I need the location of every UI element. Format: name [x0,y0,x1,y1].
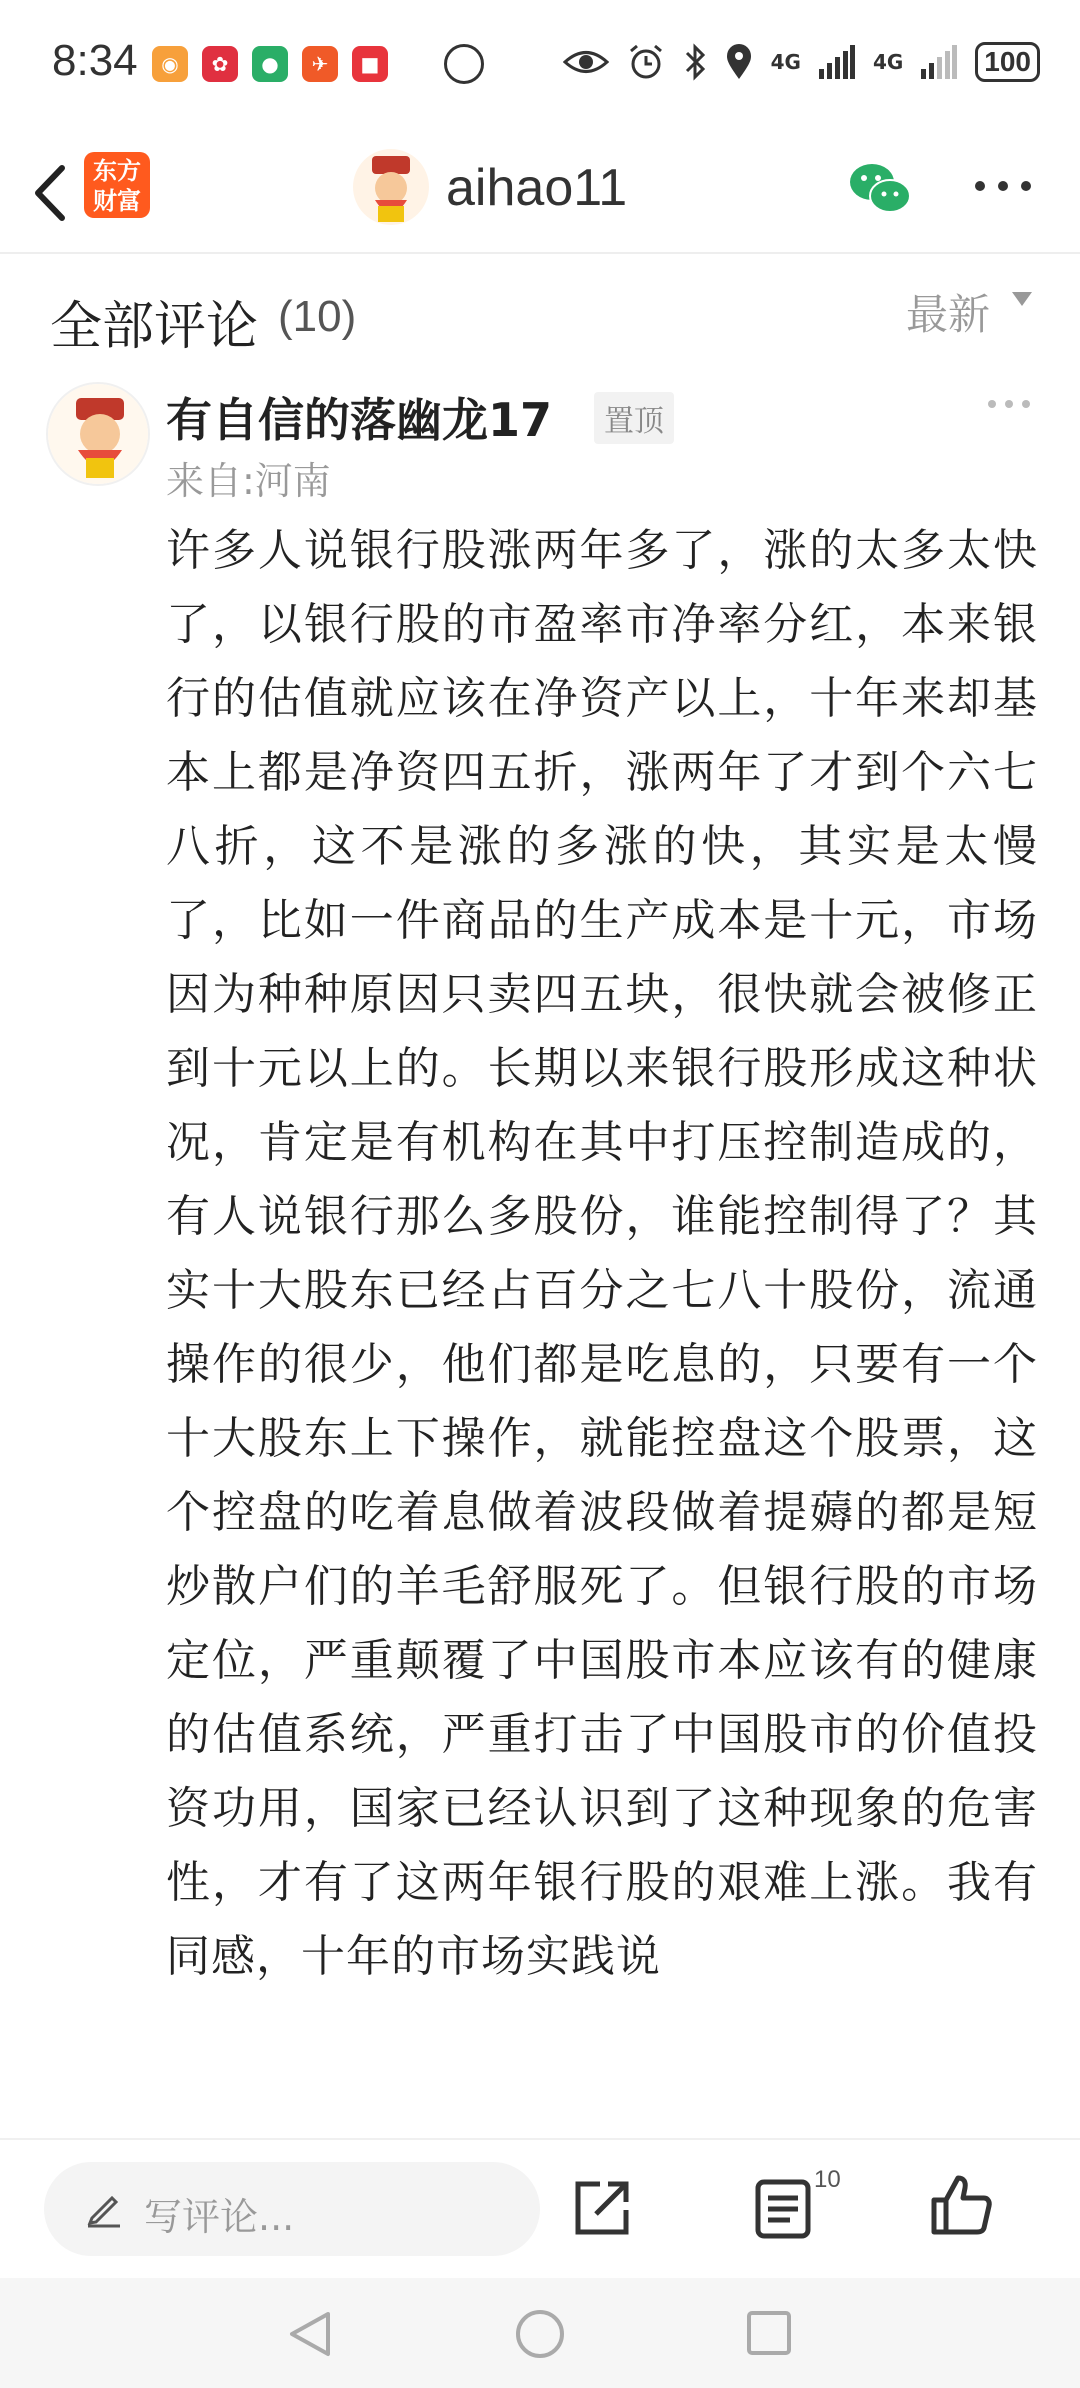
brand-logo-text: 东方财富 [93,157,141,215]
comment-avatar[interactable] [46,382,150,486]
system-navigation-bar [0,2278,1080,2388]
browser-icon: ◉ [152,46,188,82]
signal-1-label: 4G [770,50,801,74]
signal-bars-1-icon [819,45,855,79]
bluetooth-icon [683,43,707,81]
eye-icon [563,47,609,77]
status-right [563,42,1040,82]
comments-count: (10) [278,292,357,341]
top-navigation [0,130,1080,254]
comment-location: 来自:河南 [166,459,331,503]
comment-input-placeholder: 写评论... [144,2195,295,2239]
location-icon [725,43,753,81]
comments-list-button[interactable] [752,2178,814,2240]
nav-home-icon[interactable] [514,2308,566,2360]
nav-recent-apps-icon[interactable] [744,2308,794,2358]
alarm-icon [627,43,665,81]
comments-title: 全部评论 [50,297,259,357]
wechat-share-button[interactable] [846,158,912,218]
stock-app-icon: ■ [352,46,388,82]
share-button[interactable] [570,2176,634,2240]
comment-body: 许多人说银行股涨两年多了，涨的太多太快了，以银行股的市盈率市净率分红，本来银行的估值就应该在净资产以上，十年来却基本上都是净资四五折，涨两年了才到个六七八折，这不是涨的多涨的快，其实是太慢了，比如一件商品的生产成本是十元，市场因为种种原因只卖四五块，很快就会被修正到十元以上的。长期以来银行股形成这种状况，肯定是有机构在其中打压控制造成的，有人说银行那么多股份，谁能控制得了？其实十大股东已经占百分之七八十股份，流通操作的很少，他们都是吃息的，只要有一个十大股东上下操作，就能控盘这个股票，这个控盘的吃着息做着波段做着提薅的都是短炒散户们的羊毛舒服死了。但银行股的市场定位，严重颠覆了中国股市本应该有的健康的估值系统，严重打击了中国股市的价值投资功用，国家已经认识到了这种现象的危害性，才有了这两年银行股的艰难上涨。我有同感，十年的市场实践说 [166,525,1038,1982]
comment-more-icon[interactable] [984,392,1034,416]
signal-2-label: 4G [872,50,904,74]
header-username[interactable]: aihao11 [446,159,628,217]
bottom-action-bar [0,2138,1080,2278]
battery-indicator: 100 [975,42,1040,82]
status-time: 8:34 [52,36,138,85]
user-avatar[interactable] [352,148,430,226]
comment-author[interactable]: 有自信的落幽龙17 [166,393,553,447]
like-button[interactable] [928,2172,994,2238]
signal-bars-2-icon [921,45,957,79]
hd-call-icon [444,44,484,84]
more-options-button[interactable] [970,156,1036,216]
wechat-icon: ● [252,46,288,82]
status-bar [0,0,1080,130]
comments-list-count: 10 [814,2166,841,2193]
avatar-image [48,384,150,486]
write-comment-input[interactable] [44,2162,540,2256]
pinned-badge: 置顶 [594,392,674,444]
brand-logo[interactable] [84,152,150,218]
message-icon: ✈ [302,46,338,82]
sort-button[interactable]: 最新 [906,290,991,339]
pen-icon [84,2188,124,2228]
notification-app-icons [152,46,388,82]
nav-back-icon[interactable] [284,2308,336,2360]
back-button[interactable] [22,158,82,228]
huawei-icon: ✿ [202,46,238,82]
comments-header [0,254,1080,374]
sort-dropdown-icon[interactable] [1012,292,1032,306]
